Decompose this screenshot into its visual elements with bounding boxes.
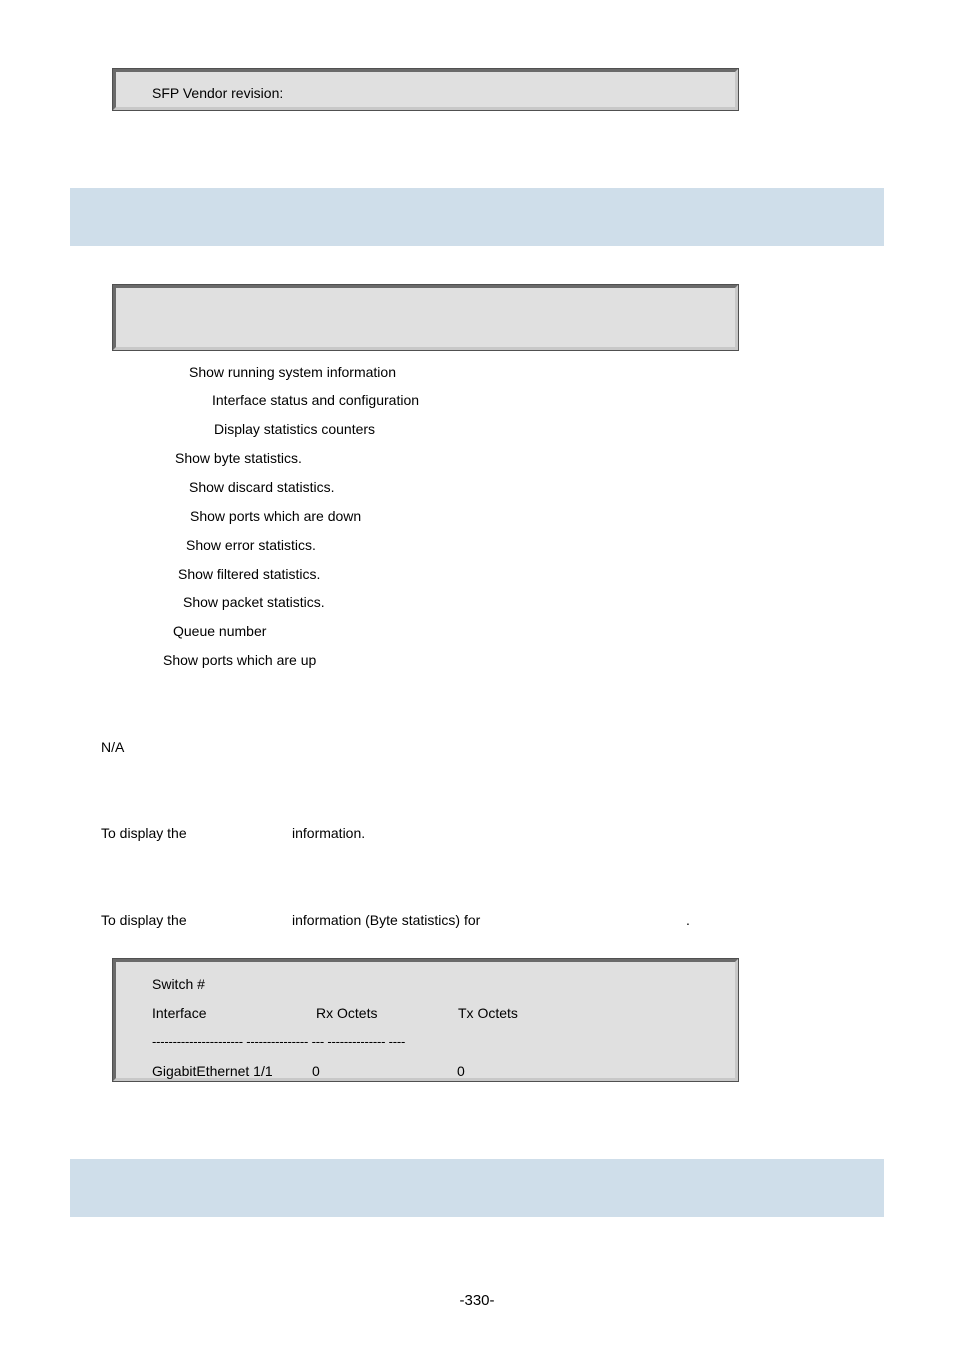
header-rx-octets: Rx Octets	[316, 1005, 378, 1021]
usage-suffix: information.	[292, 825, 366, 841]
header-interface: Interface	[152, 1005, 207, 1021]
command-syntax-box	[113, 285, 738, 350]
param-desc-interface: Interface status and configuration	[212, 392, 420, 408]
sfp-vendor-revision-line: SFP Vendor revision:	[152, 85, 284, 101]
example-prefix: To display the	[101, 912, 187, 928]
section-heading-band	[70, 188, 884, 246]
example-end: .	[686, 912, 690, 928]
param-desc-bytes: Show byte statistics.	[175, 450, 302, 466]
param-desc-filtered: Show filtered statistics.	[178, 566, 321, 582]
param-desc-priority: Queue number	[173, 623, 267, 639]
param-desc-discards: Show discard statistics.	[189, 479, 335, 495]
param-desc-statistics: Display statistics counters	[214, 421, 376, 437]
header-tx-octets: Tx Octets	[458, 1005, 518, 1021]
param-desc-packets: Show packet statistics.	[183, 594, 325, 610]
example-middle: information (Byte statistics) for	[292, 912, 481, 928]
table-separator: ---------------------- --------------- --- -------------- ----	[152, 1034, 406, 1049]
default-value: N/A	[101, 739, 125, 755]
row-interface: GigabitEthernet 1/1	[152, 1063, 273, 1079]
param-desc-running-system: Show running system information	[189, 364, 396, 380]
param-desc-down: Show ports which are down	[190, 508, 362, 524]
section-heading-band-2	[70, 1159, 884, 1217]
row-tx-value: 0	[457, 1063, 465, 1079]
usage-prefix: To display the	[101, 825, 187, 841]
example-output-box	[113, 959, 738, 1081]
cli-prompt: Switch #	[152, 976, 205, 992]
page-number: -330-	[459, 1292, 495, 1309]
row-rx-value: 0	[312, 1063, 320, 1079]
param-desc-up: Show ports which are up	[163, 652, 317, 668]
param-desc-errors: Show error statistics.	[186, 537, 316, 553]
sfp-code-box	[113, 69, 738, 110]
